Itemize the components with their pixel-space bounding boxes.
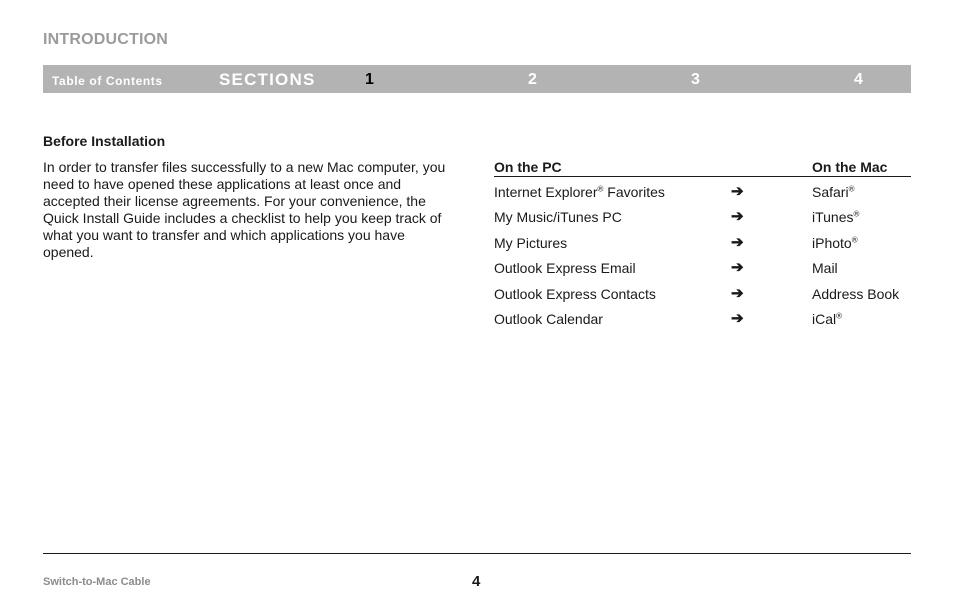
header-on-the-pc: On the PC <box>494 159 562 175</box>
table-of-contents-link[interactable]: Table of Contents <box>52 74 163 88</box>
arrow-right-icon: ➔ <box>731 259 744 277</box>
mac-application: iTunes® <box>812 209 860 226</box>
pc-application: Outlook Express Email <box>494 260 636 277</box>
application-mapping-table <box>494 159 911 329</box>
arrow-right-icon: ➔ <box>731 208 744 226</box>
section-link-3[interactable]: 3 <box>691 71 700 88</box>
header-on-the-mac: On the Mac <box>812 159 888 175</box>
table-header-row <box>494 159 911 177</box>
pc-application: My Pictures <box>494 234 568 251</box>
pc-application: Outlook Express Contacts <box>494 285 656 302</box>
pc-application: Outlook Calendar <box>494 310 603 327</box>
table-row <box>494 228 911 253</box>
table-row <box>494 177 911 202</box>
sections-label: SECTIONS <box>219 70 316 89</box>
section-link-2[interactable]: 2 <box>528 71 537 88</box>
pc-application: Internet Explorer® Favorites <box>494 184 665 200</box>
page-number: 4 <box>472 573 481 590</box>
section-label: INTRODUCTION <box>43 31 169 48</box>
arrow-right-icon: ➔ <box>731 309 744 327</box>
arrow-right-icon: ➔ <box>731 183 744 200</box>
mac-application: Mail <box>812 260 838 277</box>
table-row <box>494 253 911 278</box>
footer-divider <box>43 553 911 554</box>
mac-application: iCal® <box>812 310 843 327</box>
footer-product-name: Switch-to-Mac Cable <box>43 576 151 588</box>
subheading: Before Installation <box>43 133 166 149</box>
mac-application: iPhoto® <box>812 234 858 251</box>
section-link-4[interactable]: 4 <box>854 71 863 88</box>
table-row <box>494 279 911 304</box>
mac-application: Safari® <box>812 184 855 200</box>
intro-paragraph: In order to transfer files successfully to a new Mac computer, you need to have opened these applications at least once and accepted their license agreements. For your convenience, the Quick Install Guide includes a checklist to help you keep track of what you want to transfer and which applications you have opened. <box>43 159 446 260</box>
table-row <box>494 202 911 227</box>
mac-application: Address Book <box>812 285 900 302</box>
section-link-1[interactable]: 1 <box>365 71 374 88</box>
section-nav-bar <box>43 65 911 93</box>
arrow-right-icon: ➔ <box>731 233 744 251</box>
table-row <box>494 304 911 329</box>
arrow-right-icon: ➔ <box>731 284 744 302</box>
pc-application: My Music/iTunes PC <box>494 209 622 226</box>
